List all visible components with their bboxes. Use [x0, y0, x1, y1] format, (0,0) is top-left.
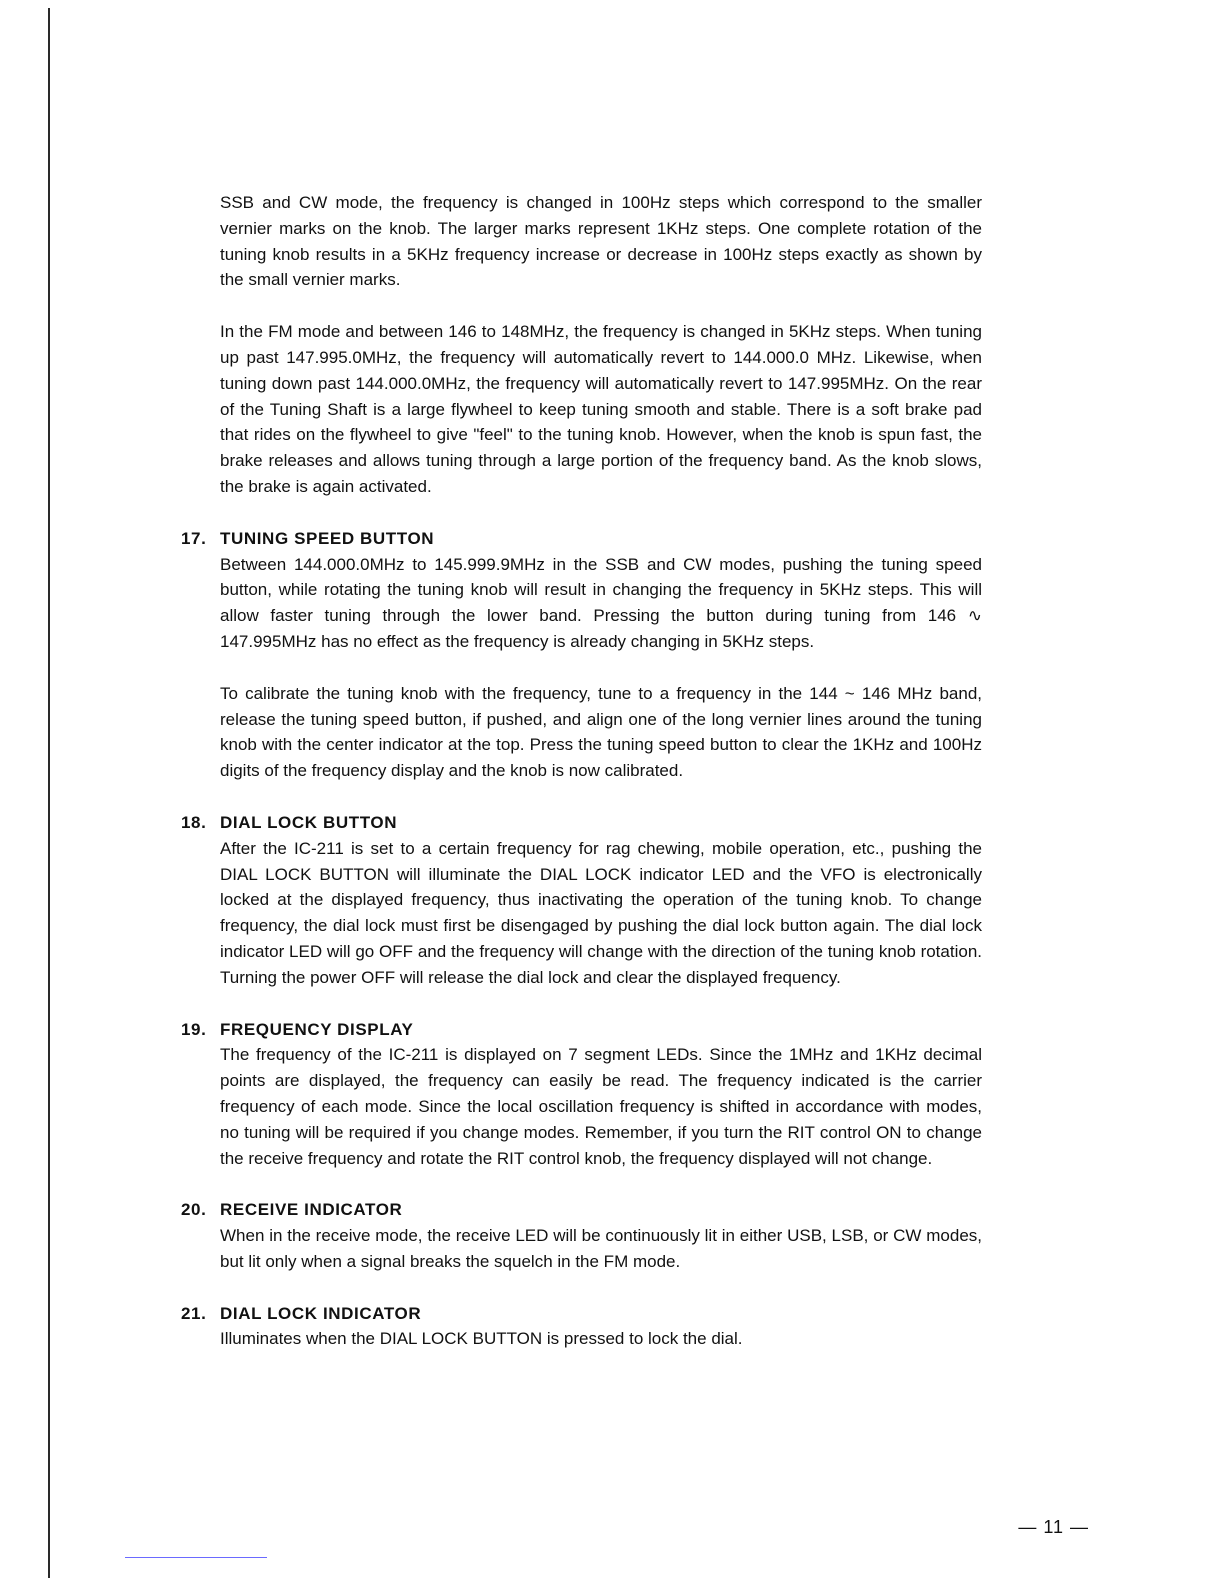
section-number: 19. — [181, 1019, 207, 1039]
binding-edge-line — [48, 8, 50, 1578]
section-number: 18. — [181, 812, 207, 832]
section-number: 21. — [181, 1303, 207, 1323]
section-20-receive-indicator — [181, 1197, 982, 1274]
section-title: RECEIVE INDICATOR — [220, 1200, 403, 1220]
section-paragraph: When in the receive mode, the receive LED will be continuously lit in either USB, LSB, or CW modes, but lit only when a signal breaks the squelch in the FM mode. — [220, 1226, 982, 1271]
section-21-dial-lock-indicator — [181, 1301, 982, 1353]
section-title: DIAL LOCK INDICATOR — [220, 1303, 422, 1323]
section-18-dial-lock-button — [181, 810, 982, 991]
section-19-frequency-display — [181, 1017, 982, 1172]
section-paragraph: The frequency of the IC-211 is displayed on 7 segment LEDs. Since the 1MHz and 1KHz decimal points are displayed, the frequency can easily be read. The frequency indicated is the carrier frequency of each mode. Since the local oscillation frequency is shifted in accordance with modes, no tuning will be required if you change modes. Remember, if you turn the RIT control ON to change the receive frequency and rotate the RIT control knob, the frequency displayed will not change. — [220, 1045, 982, 1168]
intro-paragraph-1: SSB and CW mode, the frequency is changed in 100Hz steps which correspond to the smaller vernier marks on the knob. The larger marks represent 1KHz steps. One complete rotation of the tuning knob results in a 5KHz frequency increase or decrease in 100Hz steps exactly as shown by the small vernier marks. — [220, 193, 982, 290]
section-heading — [181, 526, 982, 552]
section-heading — [181, 1017, 982, 1043]
section-17-tuning-speed-button — [181, 526, 982, 784]
section-number: 17. — [181, 528, 207, 548]
section-paragraph: Illuminates when the DIAL LOCK BUTTON is pressed to lock the dial. — [220, 1329, 743, 1349]
section-title: FREQUENCY DISPLAY — [220, 1019, 414, 1039]
section-title: TUNING SPEED BUTTON — [220, 528, 435, 548]
section-paragraph: To calibrate the tuning knob with the frequency, tune to a frequency in the 144 ~ 146 MHz band, release the tuning speed button, if pushed, and align one of the long vernier lines around the tuning knob with the center indicator at the top. Press the tuning speed button to clear the 1KHz and 100Hz digits of the frequency display and the knob is now calibrated. — [220, 683, 982, 781]
section-number: 20. — [181, 1200, 207, 1220]
section-paragraph: After the IC-211 is set to a certain frequency for rag chewing, mobile operation, etc., pushing the DIAL LOCK BUTTON will illuminate the DIAL LOCK indicator LED and the VFO is electronically locked at the displayed frequency, thus inactivating the operation of the tuning knob. To change frequency, the dial lock must first be disengaged by pushing the dial lock button again. The dial lock indicator LED will go OFF and the frequency will change with the direction of the tuning knob rotation. Turning the power OFF will release the dial lock and clear the displayed frequency. — [220, 838, 982, 987]
section-paragraph: Between 144.000.0MHz to 145.999.9MHz in the SSB and CW modes, pushing the tuning speed button, while rotating the tuning knob will result in changing the frequency in 5KHz steps. This will allow faster tuning through the lower band. Pressing the button during tuning from 146 ∿ 147.995MHz has no effect as the frequency is already changing in 5KHz steps. — [220, 554, 982, 651]
intro-paragraph-2: In the FM mode and between 146 to 148MHz, the frequency is changed in 5KHz steps. When tuning up past 147.995.0MHz, the frequency will automatically revert to 144.000.0 MHz. Likewise, when tuning down past 144.000.0MHz, the frequency will automatically revert to 147.995MHz. On the rear of the Tuning Shaft is a large flywheel to keep tuning smooth and stable. There is a soft brake pad that rides on the flywheel to give "feel" to the tuning knob. However, when the knob is spun fast, the brake releases and allows tuning through a large portion of the frequency band. As the knob slows, the brake is again activated. — [220, 322, 982, 496]
section-title: DIAL LOCK BUTTON — [220, 812, 398, 832]
section-heading — [181, 1197, 982, 1223]
section-heading — [181, 810, 982, 836]
footnote-rule — [125, 1557, 267, 1558]
page-body — [181, 190, 982, 1352]
page-number: — 11 — — [1018, 1517, 1089, 1537]
section-heading — [181, 1301, 982, 1327]
